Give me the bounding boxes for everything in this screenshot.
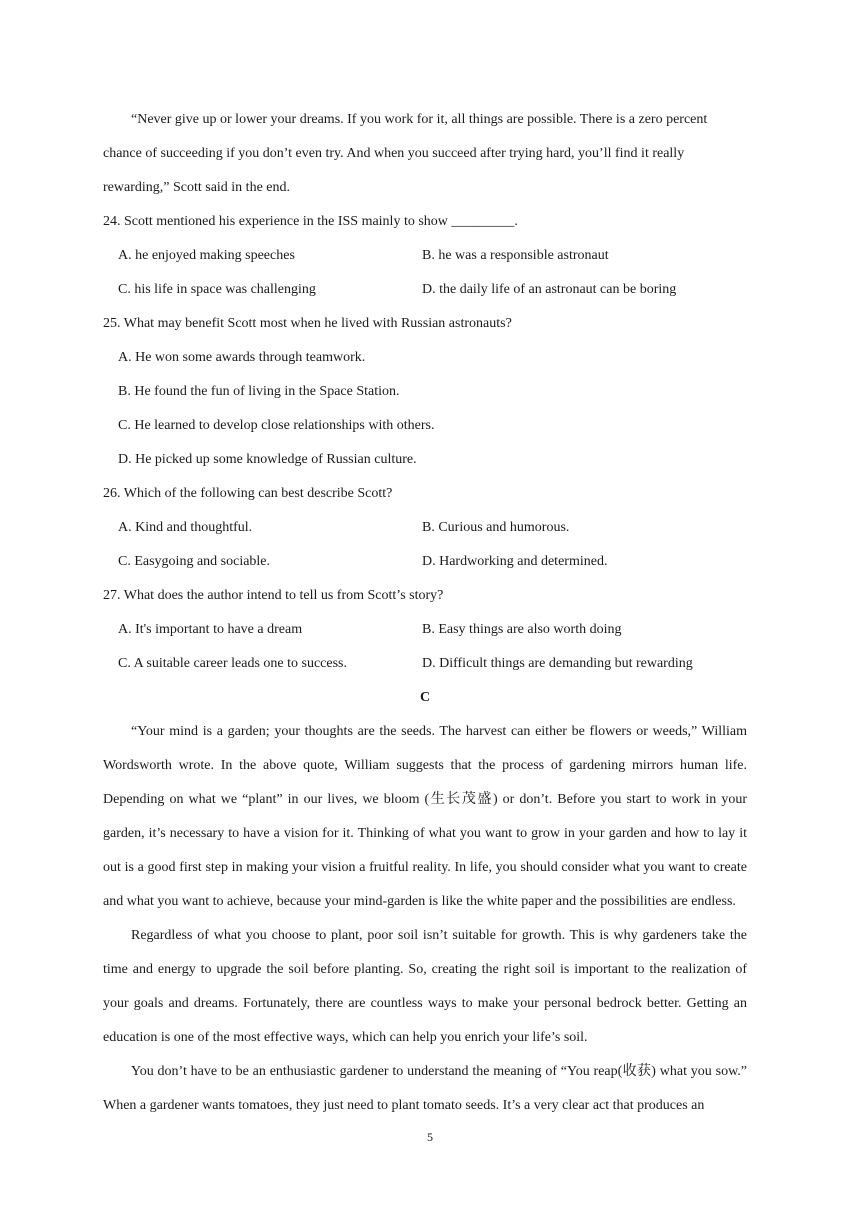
passage-paragraph: “Your mind is a garden; your thoughts are the seeds. The harvest can either be flowers or weeds,” William Wordsworth wrote. In the above quote, William suggests that the process of gardening mirrors human life. Depending on what we “plant” in our lives, we bloom (生长茂盛) or don’t. Before you start to work in your garden, it’s necessary to have a vision for it. Thinking of what you want to grow in your garden and how to lay it out is a good first step in making your vision a fruitful reality. In life, you should consider what you want to create and what you want to achieve, because your mind-garden is like the white paper and the possibilities are endless.: [103, 724, 747, 909]
option-b: B. Easy things are also worth doing: [422, 622, 622, 637]
question-25: [103, 307, 747, 477]
passage-paragraph: Regardless of what you choose to plant, poor soil isn’t suitable for growth. This is why gardeners take the time and energy to upgrade the soil before planting. So, creating the right soil is important to the realization of your goals and dreams. Fortunately, there are countless ways to make your personal bedrock better. Getting an education is one of the most effective ways, which can help you enrich your life’s soil.: [103, 928, 747, 1045]
intro-paragraph: [103, 103, 747, 205]
option-c: C. A suitable career leads one to success.: [118, 656, 347, 671]
page-number: 5: [427, 1130, 433, 1144]
option-a: A. It's important to have a dream: [118, 622, 303, 637]
passage-paragraph: You don’t have to be an enthusiastic gardener to understand the meaning of “You reap(收获) what you sow.” When a gardener wants tomatoes, they just need to plant tomato seeds. It’s a very clear act that produces an: [103, 1064, 747, 1113]
intro-line: chance of succeeding if you don’t even try. And when you succeed after trying hard, you’ll find it really: [103, 146, 685, 161]
question-stem: 27. What does the author intend to tell us from Scott’s story?: [103, 588, 444, 603]
option-d: D. He picked up some knowledge of Russian culture.: [118, 452, 417, 467]
question-24: [103, 205, 747, 307]
option-d: D. Difficult things are demanding but rewarding: [422, 656, 693, 671]
question-stem: 24. Scott mentioned his experience in the ISS mainly to show _________.: [103, 214, 518, 229]
section-c: [103, 681, 747, 1123]
question-stem: 26. Which of the following can best describe Scott?: [103, 486, 393, 501]
option-a: A. He won some awards through teamwork.: [118, 350, 366, 365]
options-row: [103, 511, 747, 545]
section-heading: C: [419, 690, 431, 705]
options-row: [103, 613, 747, 647]
option-b: B. he was a responsible astronaut: [422, 248, 609, 263]
option-d: D. the daily life of an astronaut can be boring: [422, 282, 677, 297]
options-row: [103, 545, 747, 579]
options-row: [103, 239, 747, 273]
option-b: B. He found the fun of living in the Space Station.: [118, 384, 400, 399]
intro-line: rewarding,” Scott said in the end.: [103, 180, 291, 195]
option-b: B. Curious and humorous.: [422, 520, 570, 535]
options-row: [103, 647, 747, 681]
option-a: A. he enjoyed making speeches: [118, 248, 295, 263]
options-row: [103, 273, 747, 307]
option-c: C. Easygoing and sociable.: [118, 554, 271, 569]
option-c: C. his life in space was challenging: [118, 282, 316, 297]
option-a: A. Kind and thoughtful.: [118, 520, 253, 535]
question-stem: 25. What may benefit Scott most when he lived with Russian astronauts?: [103, 316, 512, 331]
question-27: [103, 579, 747, 681]
question-26: [103, 477, 747, 579]
intro-line: “Never give up or lower your dreams. If you work for it, all things are possible. There is a zero percent: [131, 112, 708, 127]
option-c: C. He learned to develop close relationships with others.: [118, 418, 435, 433]
option-d: D. Hardworking and determined.: [422, 554, 608, 569]
document-page: [103, 103, 747, 1123]
